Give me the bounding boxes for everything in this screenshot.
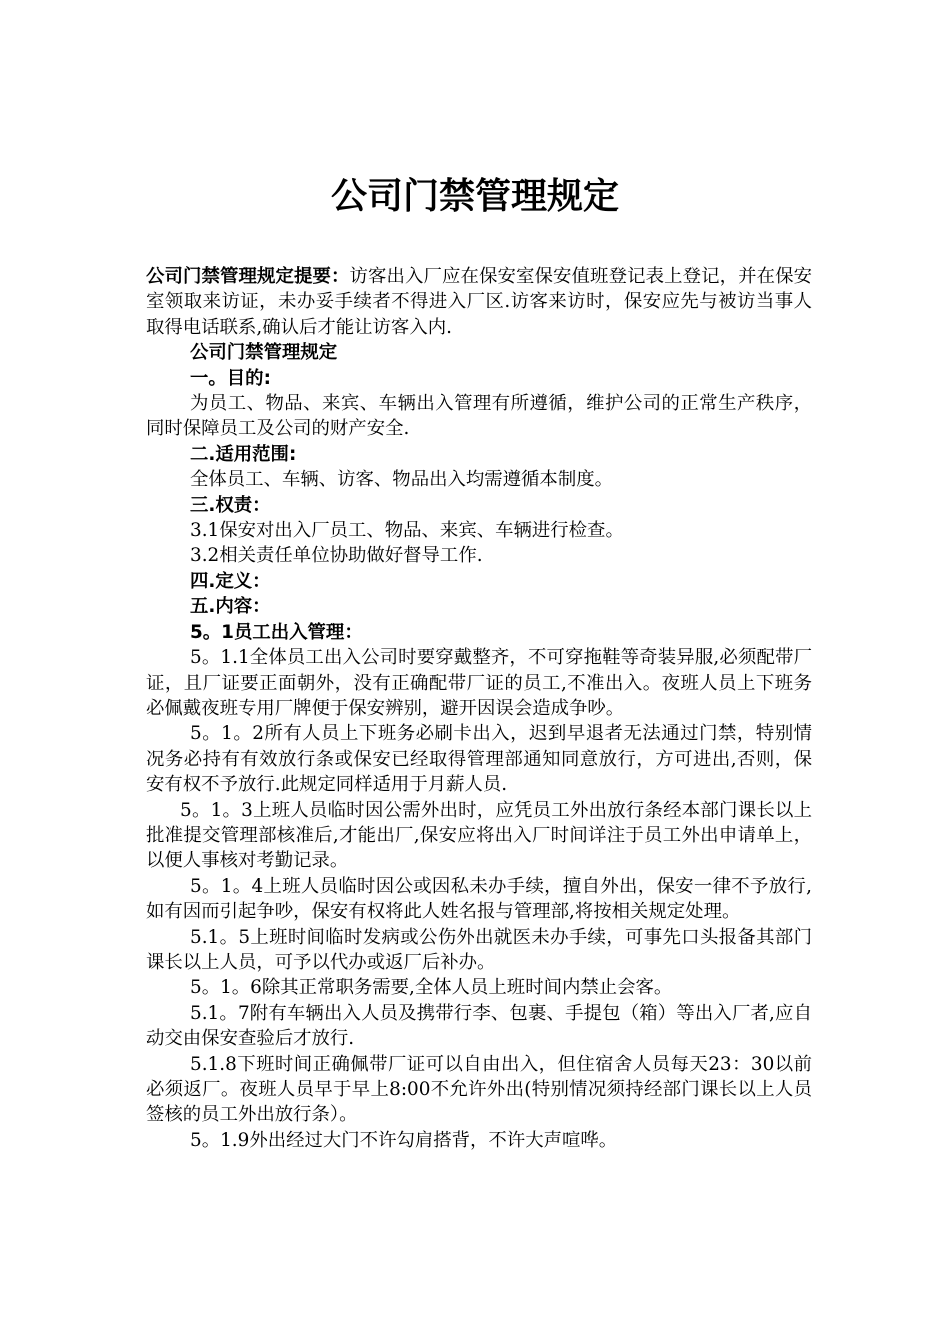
clause-5-1-5: 5.1。5上班时间临时发病或公伤外出就医未办手续，可事先口头报备其部门课长以上人员，可予以代办或返厂后补办。 xyxy=(146,926,812,973)
clause-5-1-7: 5.1。7附有车辆出入人员及携带行李、包裹、手提包（箱）等出入厂者,应自动交由保安查验后才放行. xyxy=(146,1002,812,1050)
duty-item-3-2: 3.2相关责任单位协助做好督导工作. xyxy=(190,545,483,567)
clause-5-1-2: 5。1。2所有人员上下班务必刷卡出入，迟到早退者无法通过门禁，特别情况务必持有有效放行条或保安已经取得管理部通知同意放行，方可进出,否则，保安有权不予放行.此规定同样适用于月薪人员. xyxy=(146,723,812,796)
summary-label: 公司门禁管理规定提要： xyxy=(146,266,350,287)
document-subtitle: 公司门禁管理规定 xyxy=(190,342,338,364)
section-heading-content: 五.内容： xyxy=(190,596,271,618)
section-heading-definition: 四.定义： xyxy=(190,570,271,592)
section-heading-purpose: 一。目的: xyxy=(190,367,271,389)
clause-5-1-4: 5。1。4上班人员临时因公或因私未办手续，擅自外出，保安一律不予放行,如有因而引起争吵，保安有权将此人姓名报与管理部,将按相关规定处理。 xyxy=(146,875,812,923)
clause-5-1-8: 5.1.8下班时间正确佩带厂证可以自由出入，但住宿舍人员每天23：30以前必须返厂。夜班人员早于早上8:00不允许外出(特别情况须持经部门课长以上人员签核的员工外出放行条）。 xyxy=(146,1053,812,1126)
summary-text: 访客出入厂应在保安室保安值班登记表上登记，并在保安室领取来访证，未办妥手续者不得进入厂区.访客来访时，保安应先与被访当事人取得电话联系,确认后才能让访客入内. xyxy=(146,266,812,338)
duty-item-3-1: 3.1保安对出入厂员工、物品、来宾、车辆进行检查。 xyxy=(190,520,624,542)
section-text-scope: 全体员工、车辆、访客、物品出入均需遵循本制度。 xyxy=(190,469,613,491)
document-title: 公司门禁管理规定 xyxy=(330,176,619,217)
section-heading-scope: 二.适用范围: xyxy=(190,443,297,465)
document-body xyxy=(146,264,812,1153)
clause-5-1-3: 5。1。3上班人员临时因公需外出时，应凭员工外出放行条经本部门课长以上批准提交管理部核准后,才能出厂,保安应将出入厂时间详注于员工外出申请单上，以便人事核对考勤记录。 xyxy=(146,799,812,872)
clause-5-1-1: 5。1.1全体员工出入公司时要穿戴整齐，不可穿拖鞋等奇装异服,必须配带厂证，且厂证要正面朝外，没有正确配带厂证的员工,不准出入。夜班人员上下班务必佩戴夜班专用厂牌便于保安辨别，避开因误会造成争吵。 xyxy=(146,647,812,719)
clause-5-1-9: 5。1.9外出经过大门不许勾肩搭背，不许大声喧哗。 xyxy=(190,1129,618,1151)
clause-5-1-6: 5。1。6除其正常职务需要,全体人员上班时间内禁止会客。 xyxy=(190,977,673,999)
summary-paragraph xyxy=(146,264,812,340)
section-heading-duty: 三.权责： xyxy=(190,494,271,516)
section-text-purpose: 为员工、物品、来宾、车辆出入管理有所遵循，维护公司的正常生产秩序，同时保障员工及公司的财产安全. xyxy=(146,393,812,440)
subsection-heading-employee: 5。1员工出入管理： xyxy=(190,621,363,643)
